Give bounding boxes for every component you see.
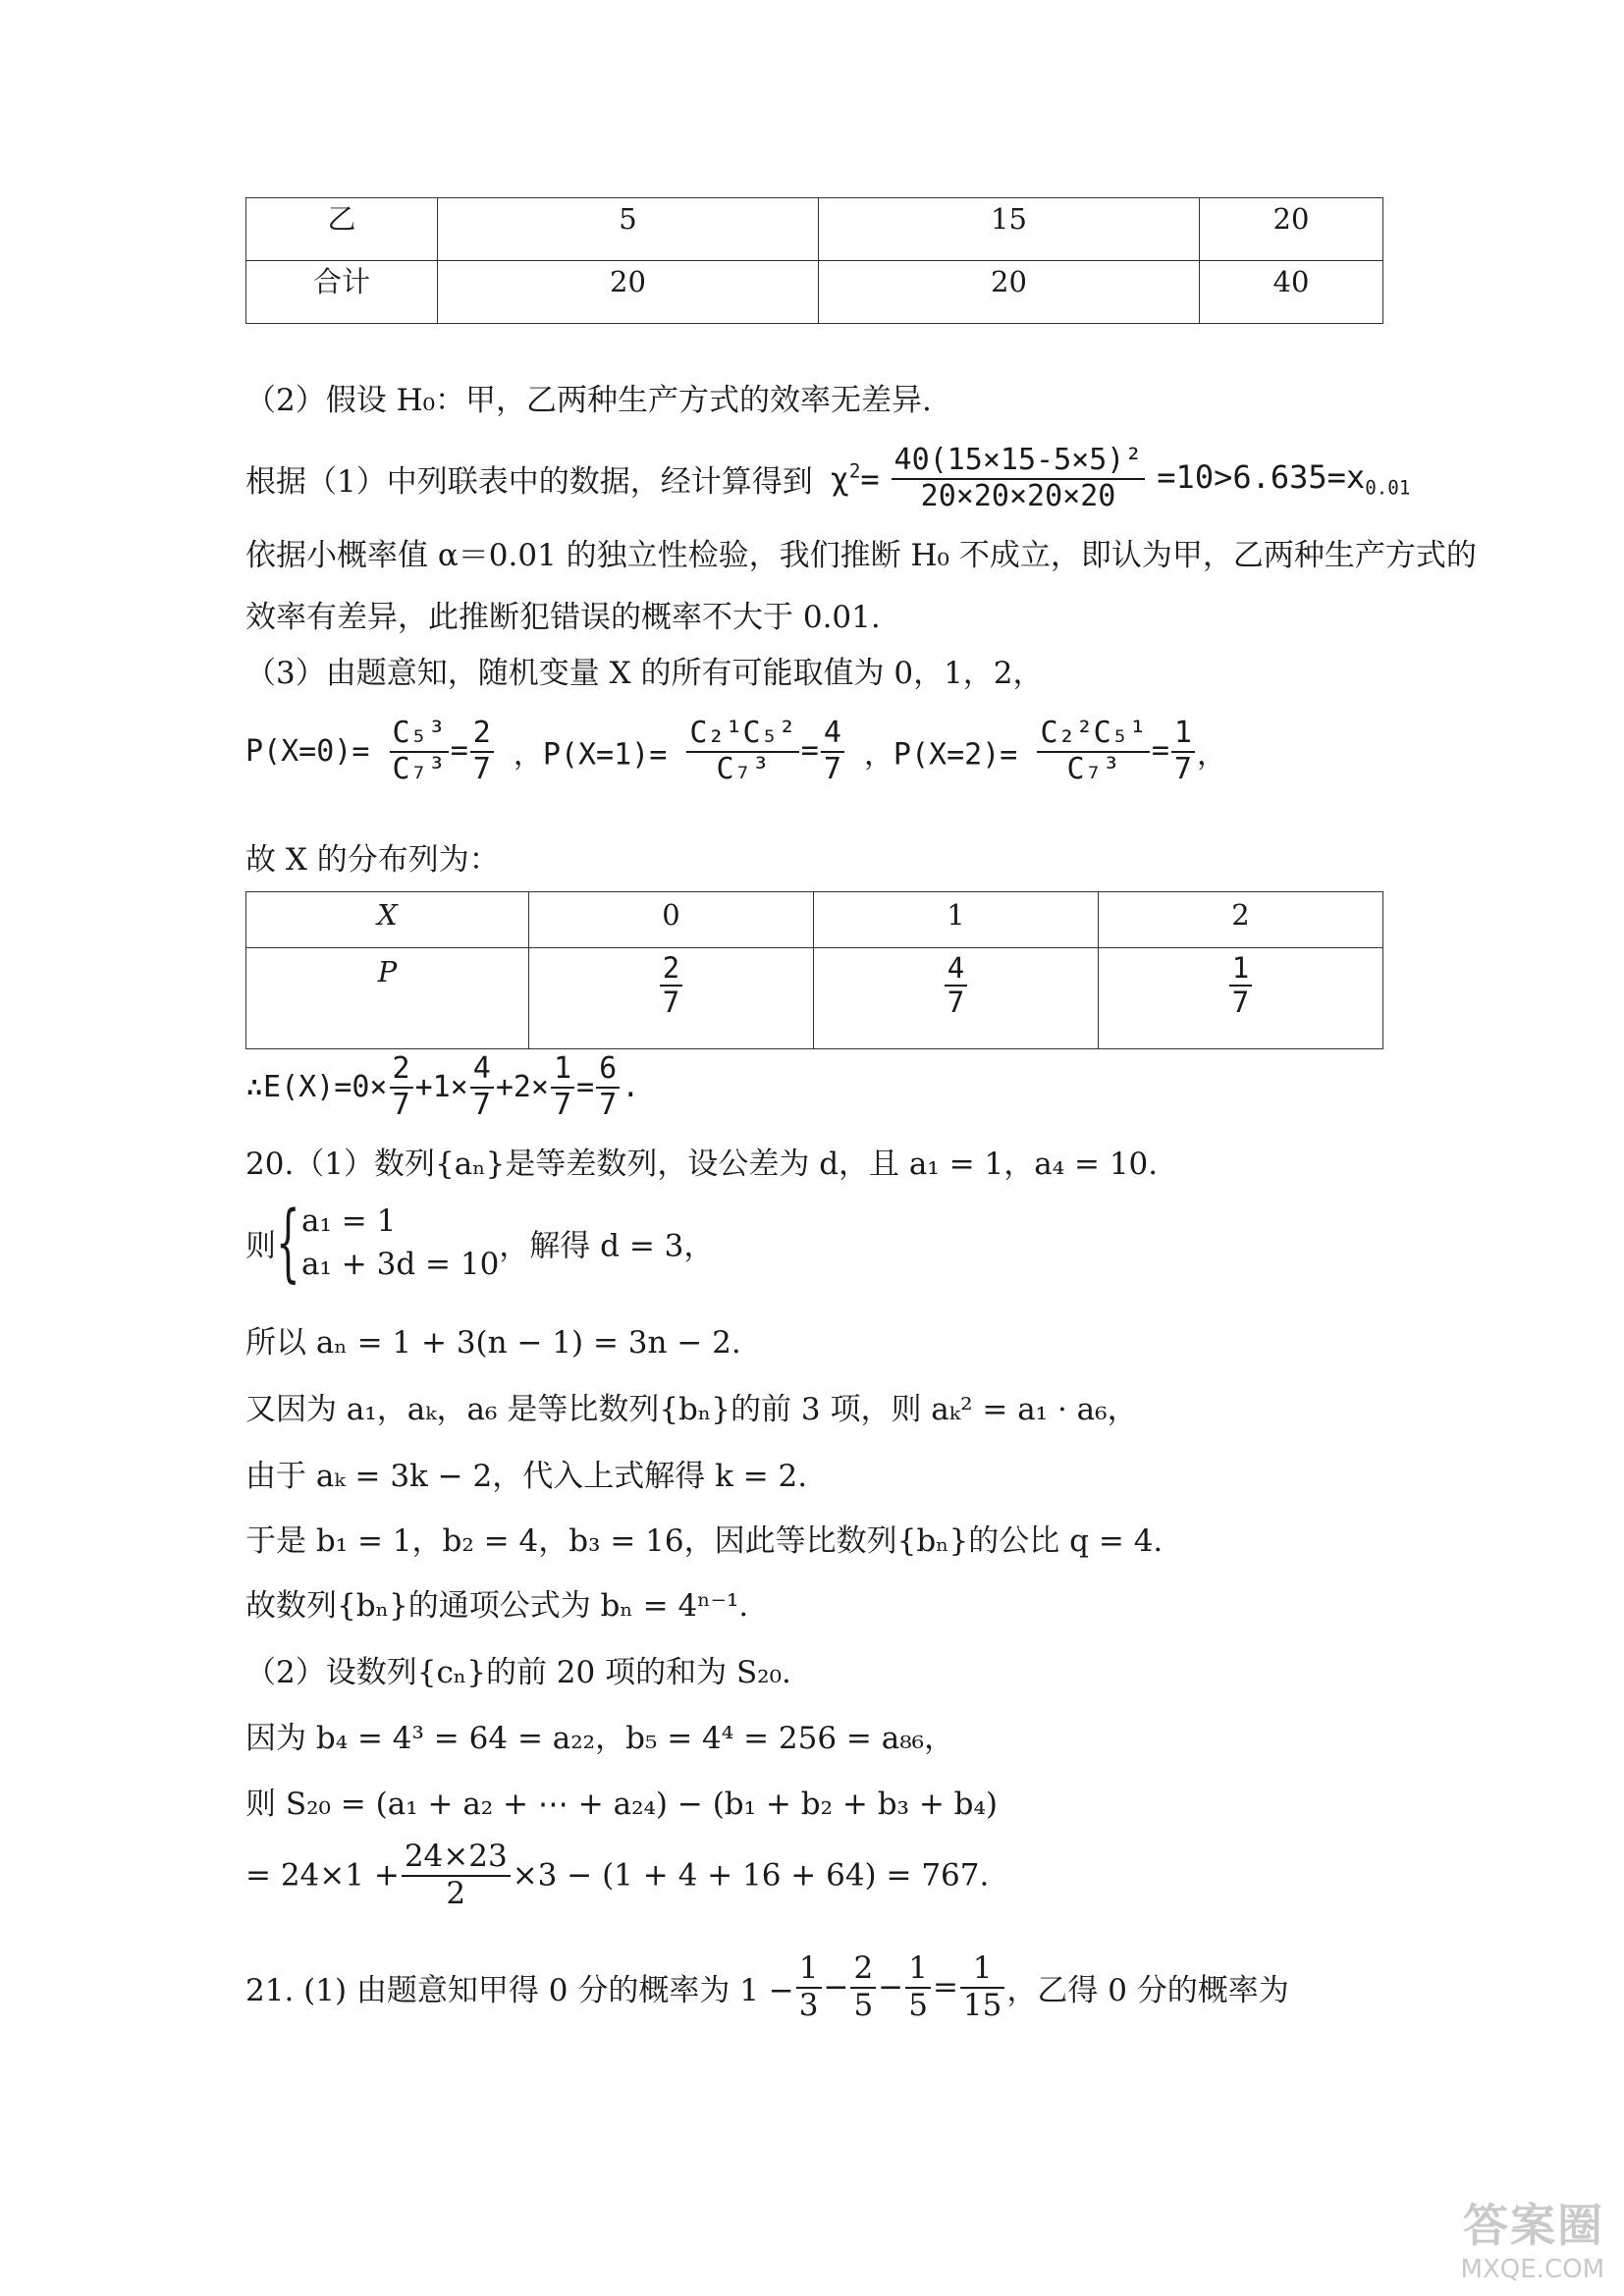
table-cell <box>529 948 814 1049</box>
frac-num: 6 <box>596 1052 620 1089</box>
distribution-title: 故 X 的分布列为： <box>245 842 500 878</box>
watermark-mark: 答案圈 <box>1463 2199 1604 2252</box>
sum-fraction <box>402 1840 511 1911</box>
expectation-line <box>245 1052 639 1122</box>
p2-label: ，P(X=2)= <box>863 737 1018 773</box>
sum-prefix: = 24×1 + <box>245 1857 400 1894</box>
p0-label: P(X=0)= <box>245 734 370 769</box>
hypothesis-line: （2）假设 H₀：甲，乙两种生产方式的效率无差异. <box>245 383 932 418</box>
q20-line-5: 由于 aₖ = 3k − 2，代入上式解得 k = 2. <box>245 1459 808 1494</box>
prob-num: 2 <box>660 952 682 987</box>
prob-den: 7 <box>662 986 680 1020</box>
frac-den: 7 <box>392 1087 410 1122</box>
system-suffix: ，解得 d = 3， <box>499 1228 715 1264</box>
chi-denominator: 20×20×20×20 <box>920 478 1116 513</box>
q20-line-9: 因为 b₄ = 4³ = 64 = a₂₂，b₅ = 4⁴ = 256 = a₈₆， <box>245 1721 955 1756</box>
q20-line-4: 又因为 a₁，aₖ，a₆ 是等比数列{bₙ}的前 3 项，则 aₖ² = a₁ · a₆， <box>245 1392 1138 1427</box>
p0-value <box>470 717 494 786</box>
p0-num: C₅³ <box>390 717 449 753</box>
table-cell <box>814 948 1099 1049</box>
table-cell: 20 <box>819 261 1200 324</box>
contingency-table <box>245 197 1383 324</box>
p0-combination <box>390 717 449 786</box>
expectation-frac-2 <box>470 1052 494 1122</box>
table-row <box>246 198 1383 261</box>
frac-num: 1 <box>796 1951 822 1989</box>
table-cell: X <box>246 892 529 948</box>
expectation-frac-1 <box>390 1052 413 1122</box>
part3-intro: （3）由题意知，随机变量 X 的所有可能取值为 0，1，2， <box>245 656 1044 691</box>
q20-line-11 <box>245 1840 989 1911</box>
p1-den: C₇³ <box>716 751 770 786</box>
expectation-equals: = <box>576 1070 595 1104</box>
q21-frac-3 <box>905 1951 931 2023</box>
frac-den: 7 <box>554 1087 572 1122</box>
q21-equals: = <box>932 1969 958 2005</box>
table-cell: 0 <box>529 892 814 948</box>
q21-frac-2 <box>850 1951 876 2023</box>
frac-den: 5 <box>853 1987 874 2023</box>
prob-fraction <box>945 952 967 1020</box>
conclusion-line-1: 依据小概率值 α＝0.01 的独立性检验，我们推断 H₀ 不成立，即认为甲，乙两种生产方式的 <box>245 538 1477 573</box>
distribution-table <box>245 891 1383 1049</box>
watermark-logo <box>1461 2190 1604 2284</box>
q21-prefix: 21. (1) 由题意知甲得 0 分的概率为 1 − <box>245 1973 794 2009</box>
sum-suffix: ×3 − (1 + 4 + 16 + 64) = 767. <box>512 1857 990 1894</box>
q21-line <box>245 1951 1289 2023</box>
prob-den: 7 <box>947 986 965 1020</box>
chi-numerator: 40(15×15-5×5)² <box>892 444 1146 480</box>
table-cell: 20 <box>438 261 819 324</box>
chi-fraction <box>892 444 1146 513</box>
frac-den: 2 <box>446 1875 466 1911</box>
expectation-frac-4 <box>596 1052 620 1122</box>
p1-val-den: 7 <box>823 751 841 786</box>
chi-symbol-text: χ <box>830 459 849 498</box>
frac-num: 24×23 <box>402 1840 511 1877</box>
system-eq-2: a₁ + 3d = 10 <box>301 1247 500 1282</box>
prob-fraction <box>1229 952 1252 1020</box>
expectation-end: . <box>622 1070 640 1104</box>
p0-val-den: 7 <box>472 751 491 786</box>
frac-den: 7 <box>599 1087 618 1122</box>
table-cell: 合计 <box>246 261 438 324</box>
q20-system <box>245 1194 715 1292</box>
q21-frac-4 <box>960 1951 1004 2023</box>
prob-num: 4 <box>945 952 967 987</box>
table-cell: 1 <box>814 892 1099 948</box>
p1-label: ，P(X=1)= <box>513 737 668 773</box>
table-cell: 2 <box>1099 892 1383 948</box>
p0-val-num: 2 <box>470 717 494 753</box>
frac-num: 1 <box>960 1951 1004 1989</box>
frac-num: 4 <box>470 1052 494 1089</box>
chi-symbol: $\chi^2=$ <box>830 459 880 498</box>
p1-val-num: 4 <box>821 717 844 753</box>
p1-combination <box>686 717 798 786</box>
p2-combination <box>1037 717 1149 786</box>
p2-val-num: 1 <box>1171 717 1195 753</box>
brace-icon: { <box>276 1194 300 1292</box>
frac-num: 2 <box>390 1052 413 1089</box>
conclusion-line-2: 效率有差异，此推断犯错误的概率不大于 0.01. <box>245 600 881 635</box>
table-cell: 20 <box>1200 198 1383 261</box>
q20-line-7: 故数列{bₙ}的通项公式为 bₙ = 4ⁿ⁻¹. <box>245 1588 749 1624</box>
table-cell: 5 <box>438 198 819 261</box>
expectation-frac-3 <box>551 1052 574 1122</box>
system-prefix: 则 <box>245 1228 276 1264</box>
table-cell: 40 <box>1200 261 1383 324</box>
q21-suffix: ，乙得 0 分的概率为 <box>1006 1973 1289 2009</box>
system-eq-1: a₁ = 1 <box>301 1203 397 1239</box>
table-cell <box>1099 948 1383 1049</box>
table-row <box>246 892 1383 948</box>
p2-value <box>1171 717 1195 786</box>
p1-value <box>821 717 844 786</box>
frac-den: 3 <box>798 1987 819 2023</box>
probability-line: P(X=0)= $\frac{\text{C₅³}}{\text{C₇³}}$ = $\frac{2}{7}$ ，P(X=1)= $\frac{\text{C₂¹C₅²}}{\text{C₇³}}$ = $\frac{4}{7}$ ，P(X=2)= $\frac{\text{C₂²C₅¹}}{\text{C₇³}}$ = $\frac{1}{7}$ ， <box>245 716 1226 786</box>
expectation-lhs: ∴E(X)=0× <box>245 1070 388 1104</box>
chi-tail <box>1157 457 1411 500</box>
chi-square-line <box>245 444 1410 513</box>
p-line-end: ， <box>1196 737 1226 773</box>
table-cell: P <box>246 948 529 1049</box>
frac-num: 2 <box>850 1951 876 1989</box>
p0-den: C₇³ <box>392 751 446 786</box>
q20-line-8: （2）设数列{cₙ}的前 20 项的和为 S₂₀. <box>245 1655 791 1690</box>
frac-den: 7 <box>472 1087 491 1122</box>
frac-den: 15 <box>962 1987 1002 2023</box>
table-row <box>246 261 1383 324</box>
frac-num: 1 <box>551 1052 574 1089</box>
q20-line-3: 所以 aₙ = 1 + 3(n − 1) = 3n − 2. <box>245 1325 741 1361</box>
table-row <box>246 948 1383 1049</box>
q20-line-10: 则 S₂₀ = (a₁ + a₂ + ⋯ + a₂₄) − (b₁ + b₂ + b₃ + b₄) <box>245 1787 999 1822</box>
expectation-mid-1: +1× <box>414 1070 468 1104</box>
p1-num: C₂¹C₅² <box>686 717 798 753</box>
q21-minus-1: − <box>823 1969 849 2005</box>
q21-frac-1 <box>796 1951 822 2023</box>
chi-tail-text: =10>6.635=x <box>1157 457 1366 496</box>
p2-den: C₇³ <box>1066 751 1120 786</box>
chi-intro: 根据（1）中列联表中的数据，经计算得到 <box>245 464 813 500</box>
q20-line-1: 20.（1）数列{aₙ}是等差数列，设公差为 d，且 a₁ = 1，a₄ = 10. <box>245 1147 1159 1182</box>
watermark-url: MXQE.COM <box>1460 2255 1604 2284</box>
p2-num: C₂²C₅¹ <box>1037 717 1149 753</box>
q20-line-6: 于是 b₁ = 1，b₂ = 4，b₃ = 16，因此等比数列{bₙ}的公比 q = 4. <box>245 1523 1164 1559</box>
table-cell: 15 <box>819 198 1200 261</box>
prob-fraction <box>660 952 682 1020</box>
p2-val-den: 7 <box>1173 751 1192 786</box>
frac-num: 1 <box>905 1951 931 1989</box>
equation-system <box>301 1200 499 1286</box>
q21-minus-2: − <box>878 1969 904 2005</box>
prob-num: 1 <box>1229 952 1252 987</box>
expectation-mid-2: +2× <box>495 1070 549 1104</box>
table-cell: 乙 <box>246 198 438 261</box>
chi-tail-subscript: 0.01 <box>1365 476 1411 500</box>
prob-den: 7 <box>1231 986 1250 1020</box>
frac-den: 5 <box>908 1987 928 2023</box>
